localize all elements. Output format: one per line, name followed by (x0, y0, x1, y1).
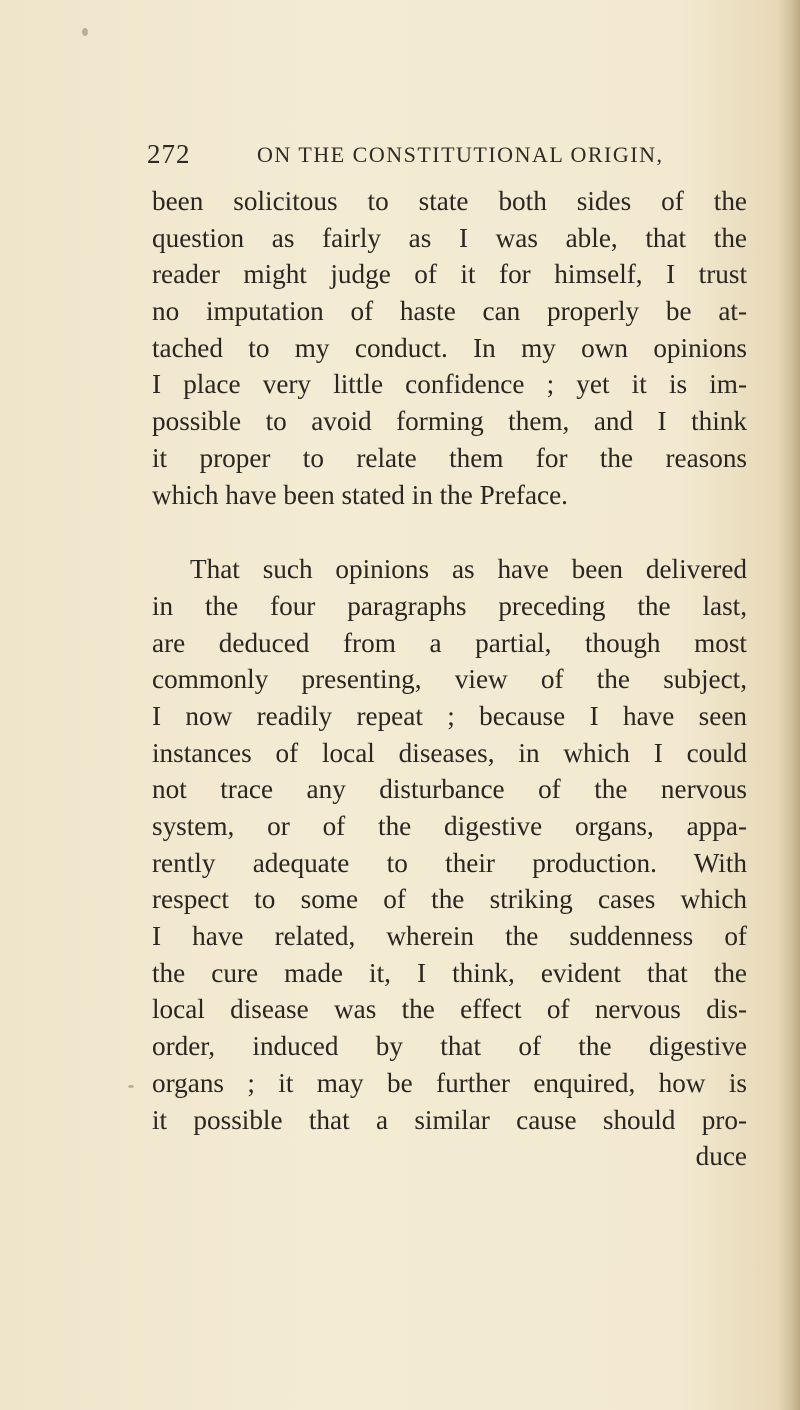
page-header (147, 137, 747, 177)
paper-blemish (128, 1085, 134, 1088)
text-line: I now readily repeat ; because I have seen (152, 700, 747, 731)
text-line: I have related, wherein the suddenness of (152, 921, 747, 952)
text-line: question as fairly as I was able, that the (152, 222, 747, 253)
text-line: it possible that a similar cause should pro- (152, 1104, 747, 1135)
text-line: the cure made it, I think, evident that the (152, 957, 747, 988)
page-edge-shadow (778, 0, 800, 1410)
paper-blemish (82, 28, 88, 36)
paragraph-2 (152, 551, 747, 1175)
running-head: ON THE CONSTITUTIONAL ORIGIN, (257, 142, 664, 167)
catchword: duce (695, 1141, 747, 1172)
text-line: no imputation of haste can properly be at- (152, 296, 747, 327)
paragraph-1 (152, 183, 747, 513)
text-line: tached to my conduct. In my own opinions (152, 332, 747, 363)
text-line: order, induced by that of the digestive (152, 1031, 747, 1062)
text-line: it proper to relate them for the reasons (152, 442, 747, 473)
text-line: not trace any disturbance of the nervous (152, 774, 747, 805)
paragraph-gap (152, 513, 747, 551)
text-line: which have been stated in the Preface. (152, 479, 568, 510)
text-line: been solicitous to state both sides of the (152, 186, 747, 216)
text-line: possible to avoid forming them, and I think (152, 406, 747, 437)
text-line: commonly presenting, view of the subject, (152, 664, 747, 695)
text-line: organs ; it may be further enquired, how is (152, 1067, 747, 1098)
text-line: respect to some of the striking cases which (152, 884, 747, 915)
text-line: That such opinions as have been delivered (190, 554, 747, 585)
page-number: 272 (147, 139, 191, 169)
text-line: in the four paragraphs preceding the last, (152, 590, 747, 621)
body-text (152, 183, 747, 1175)
text-line: system, or of the digestive organs, appa- (152, 811, 747, 841)
text-line: reader might judge of it for himself, I trust (152, 259, 747, 290)
text-line: rently adequate to their production. With (152, 847, 747, 878)
text-line: I place very little confidence ; yet it is im- (152, 369, 747, 400)
text-line: instances of local diseases, in which I could (152, 737, 747, 768)
text-line: are deduced from a partial, though most (152, 627, 747, 658)
text-line: local disease was the effect of nervous dis- (152, 994, 747, 1025)
